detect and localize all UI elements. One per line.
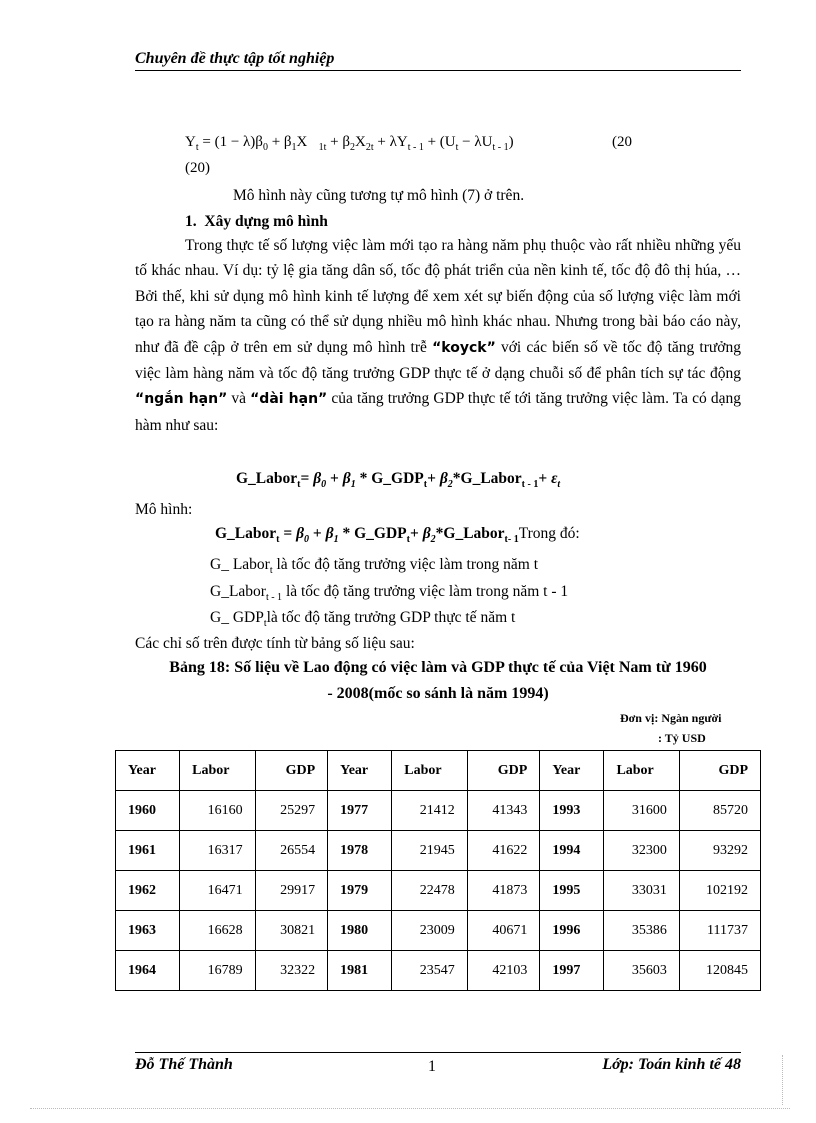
table-row	[116, 791, 761, 831]
cell-gdp: 102192	[679, 871, 760, 911]
cell-gdp: 32322	[255, 951, 328, 991]
cell-gdp: 40671	[467, 911, 540, 951]
th-gdp: GDP	[255, 751, 328, 791]
cell-labor: 21945	[392, 831, 467, 871]
cell-gdp: 42103	[467, 951, 540, 991]
th-gdp: GDP	[467, 751, 540, 791]
margin-guide-horizontal	[30, 1108, 790, 1109]
cell-labor: 23009	[392, 911, 467, 951]
table-row	[116, 871, 761, 911]
formula-20-number: (20	[612, 134, 632, 150]
var-desc: là tốc độ tăng trưởng việc làm trong năm t - 1	[282, 583, 569, 600]
cell-year: 1979	[328, 871, 392, 911]
cell-labor: 32300	[604, 831, 679, 871]
cell-labor: 16789	[180, 951, 255, 991]
cell-year: 1964	[116, 951, 180, 991]
table-header-row	[116, 751, 761, 791]
th-year: Year	[328, 751, 392, 791]
page-header-title: Chuyên đề thực tập tốt nghiệp	[135, 50, 335, 67]
table-row	[116, 951, 761, 991]
para-text-d: của tăng trưởng GDP thực tế tới tăng trưởng việc làm. Ta có dạng hàm như sau:	[135, 390, 741, 434]
cell-labor: 21412	[392, 791, 467, 831]
table-row	[116, 911, 761, 951]
var-name: G_Labor	[210, 583, 266, 600]
var-sub: t	[263, 618, 267, 630]
margin-guide-vertical	[782, 1055, 784, 1105]
para-long-run: “dài hạn”	[250, 391, 328, 408]
section-number: 1.	[185, 213, 197, 230]
cell-gdp: 41343	[467, 791, 540, 831]
cell-labor: 16471	[180, 871, 255, 911]
equation-model: G_Labor$_t$ = $\beta_0 + \beta_1$ * $G\_GDP_t+$ $\beta_2*G\_Labor_{t- 1}Trong$ đó:	[215, 525, 580, 546]
var-sub: t - 1	[265, 592, 283, 604]
para-text-b: với các biến số về tốc độ tăng trưởng việc làm hàng năm và tốc độ tăng trưởng GDP thực tế ở dạng chuỗi số để phân tích sự tác động	[135, 338, 742, 383]
cell-year: 1993	[540, 791, 604, 831]
cell-labor: 31600	[604, 791, 679, 831]
var-desc: là tốc độ tăng trưởng việc làm trong năm t	[272, 556, 539, 573]
cell-labor: 23547	[392, 951, 467, 991]
cell-year: 1978	[328, 831, 392, 871]
section-heading	[185, 209, 328, 234]
cell-gdp: 93292	[679, 831, 760, 871]
cell-gdp: 41873	[467, 871, 540, 911]
cell-labor: 35386	[604, 911, 679, 951]
cell-year: 1962	[116, 871, 180, 911]
model-note: Mô hình này cũng tương tự mô hình (7) ở trên.	[233, 187, 525, 204]
cell-year: 1980	[328, 911, 392, 951]
cell-labor: 22478	[392, 871, 467, 911]
th-year: Year	[116, 751, 180, 791]
para-text-a: Trong thực tế số lượng việc làm mới tạo ra hàng năm phụ thuộc vào rất nhiều những yếu tố khác nhau. Ví dụ: tỷ lệ gia tăng dân số, tốc độ phát triển của nền kinh tế, tốc độ đô thị húa, … Bởi thế, khi sử dụng mô hình kinh tế lượng để xem xét sự biến động của số lượng việc làm mới tạo ra hàng năm ta cũng có thể sử dụng nhiều mô hình khác nhau. Nhưng trong bài báo cáo này, như đã đề cập ở trên em sử dụng mô hình trễ	[135, 237, 741, 356]
model-label: Mô hình:	[135, 501, 193, 518]
var-name: G_ GDP	[210, 609, 264, 626]
formula-20: $Y_t = (1 - \lambda)\beta_0 + \beta_1X$ $_{1t} + \beta_2X_{2t} + \lambda Y_{t - 1} + (U_t - \lambda U_{t - 1})$	[185, 134, 514, 153]
cell-gdp: 25297	[255, 791, 328, 831]
var-sub: t	[269, 565, 273, 577]
cell-year: 1963	[116, 911, 180, 951]
unit-line1: Đơn vị: Ngàn người	[620, 711, 722, 725]
footer-class: Lớp: Toán kinh tế 48	[602, 1056, 741, 1073]
cell-year: 1994	[540, 831, 604, 871]
cell-year: 1960	[116, 791, 180, 831]
table-row	[116, 831, 761, 871]
var-desc: là tốc độ tăng trưởng GDP thực tế năm t	[266, 609, 516, 626]
cell-year: 1996	[540, 911, 604, 951]
cell-labor: 35603	[604, 951, 679, 991]
formula-20-number-wrap: (20)	[185, 160, 210, 176]
where-label: Trong đó:	[518, 525, 580, 542]
para-short-run: “ngắn hạn”	[135, 391, 228, 408]
cell-labor: 16160	[180, 791, 255, 831]
unit-line2: : Tỷ USD	[658, 731, 706, 745]
paragraph-intro	[135, 233, 741, 438]
cell-gdp: 41622	[467, 831, 540, 871]
footer-author: Đỗ Thế Thành	[135, 1056, 233, 1073]
page-number: 1	[428, 1058, 436, 1075]
data-table	[115, 750, 761, 991]
cell-gdp: 26554	[255, 831, 328, 871]
cell-year: 1981	[328, 951, 392, 991]
cell-gdp: 120845	[679, 951, 760, 991]
th-labor: Labor	[180, 751, 255, 791]
cell-labor: 16317	[180, 831, 255, 871]
cell-gdp: 30821	[255, 911, 328, 951]
th-year: Year	[540, 751, 604, 791]
indices-note: Các chỉ số trên được tính từ bảng số liệu sau:	[135, 635, 415, 652]
cell-gdp: 111737	[679, 911, 760, 951]
footer-rule	[135, 1052, 741, 1053]
cell-labor: 33031	[604, 871, 679, 911]
cell-year: 1977	[328, 791, 392, 831]
cell-year: 1961	[116, 831, 180, 871]
table-caption-line2: - 2008(mốc so sánh là năm 1994)	[327, 685, 549, 702]
th-labor: Labor	[604, 751, 679, 791]
var-name: G_ Labor	[210, 556, 270, 573]
para-text-c: và	[227, 390, 251, 408]
cell-labor: 16628	[180, 911, 255, 951]
cell-year: 1995	[540, 871, 604, 911]
header-rule	[135, 70, 741, 71]
cell-gdp: 85720	[679, 791, 760, 831]
cell-gdp: 29917	[255, 871, 328, 911]
table-caption-line1: Bảng 18: Số liệu về Lao động có việc làm và GDP thực tế của Việt Nam từ 1960	[169, 659, 707, 676]
th-gdp: GDP	[679, 751, 760, 791]
section-title: Xây dựng mô hình	[204, 213, 328, 230]
cell-year: 1997	[540, 951, 604, 991]
th-labor: Labor	[392, 751, 467, 791]
para-koyck: “koyck”	[432, 339, 496, 356]
equation-main: G_Labor$_t$= $\beta_0 + \beta_1$ * $G\_GDP_t+$ $\beta_2*G\_Labor_{t - 1}+ \varepsilon_t$	[236, 470, 561, 491]
